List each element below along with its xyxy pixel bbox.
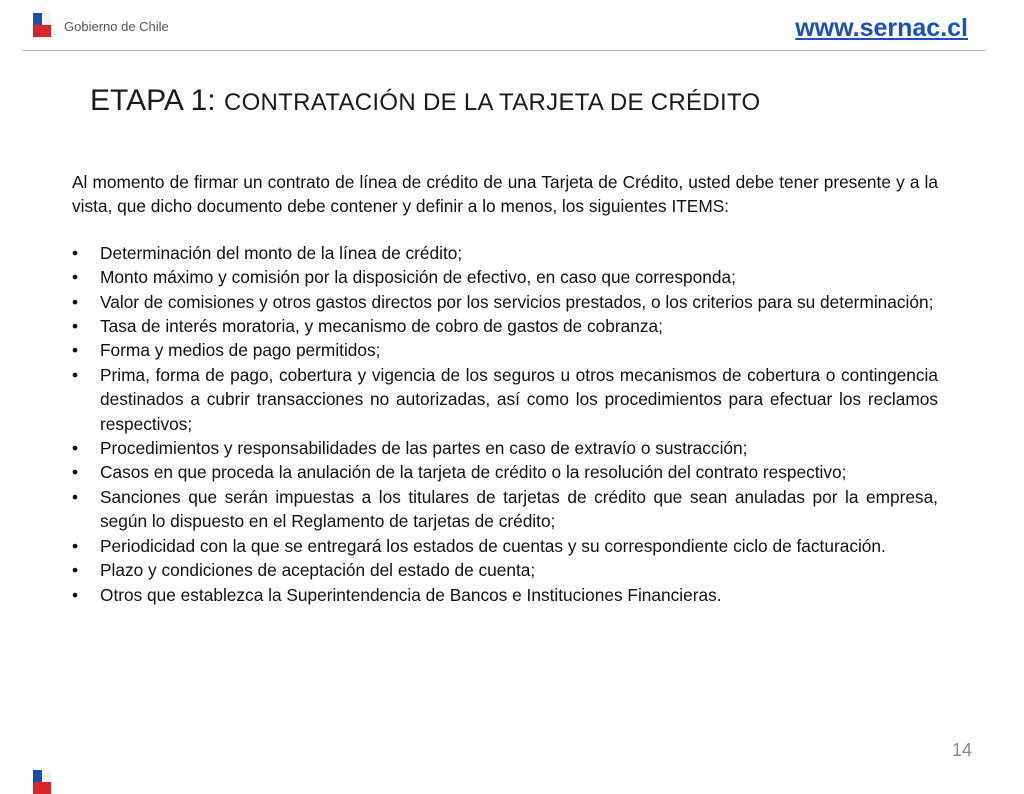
list-item — [72, 436, 938, 460]
bullet: • — [72, 462, 79, 483]
bullet: • — [72, 535, 79, 556]
list-item — [72, 314, 938, 338]
list-item — [72, 485, 938, 534]
list-item-text: Periodicidad con la que se entregará los estados de cuentas y su correspondiente ciclo de facturación. — [100, 535, 886, 556]
requirements-list — [72, 241, 938, 607]
list-item-text: Valor de comisiones y otros gastos directos por los servicios prestados, o los criterios para su determinación; — [100, 291, 934, 312]
list-item — [72, 583, 938, 607]
slide-title — [90, 84, 760, 118]
list-item — [72, 290, 938, 314]
bullet: • — [72, 316, 79, 337]
bullet: • — [72, 267, 79, 288]
list-item-text: Monto máximo y comisión por la disposición de efectivo, en caso que corresponda; — [100, 267, 736, 288]
header-divider — [22, 50, 986, 51]
list-item-text: Procedimientos y responsabilidades de las partes en caso de extravío o sustracción; — [100, 438, 748, 459]
bullet: • — [72, 560, 79, 581]
list-item — [72, 241, 938, 265]
list-item — [72, 558, 938, 582]
list-item — [72, 363, 938, 436]
list-item-text: Casos en que proceda la anulación de la tarjeta de crédito o la resolución del contrato respectivo; — [100, 462, 847, 483]
government-label: Gobierno de Chile — [64, 19, 169, 34]
bullet: • — [72, 486, 79, 507]
list-item-text: Forma y medios de pago permitidos; — [100, 340, 381, 361]
list-item-text: Plazo y condiciones de aceptación del estado de cuenta; — [100, 560, 536, 581]
bullet: • — [72, 242, 79, 263]
list-item-text: Otros que establezca la Superintendencia de Bancos e Instituciones Financieras. — [100, 584, 722, 605]
list-item-text: Prima, forma de pago, cobertura y vigencia de los seguros u otros mecanismos de cobertura o contingencia destinados a cubrir transacciones no autorizadas, así como los procedimientos para efectuar los reclamos respectivos; — [100, 364, 938, 434]
list-item-text: Determinación del monto de la línea de crédito; — [100, 242, 463, 263]
bullet: • — [72, 584, 79, 605]
page-number: 14 — [951, 740, 972, 760]
list-item-text: Sanciones que serán impuestas a los titulares de tarjetas de crédito que sean anuladas por la empresa, según lo dispuesto en el Reglamento de tarjetas de crédito; — [100, 486, 938, 532]
chile-flag-icon — [33, 770, 51, 794]
slide-content — [72, 170, 938, 607]
slide-title-prefix: ETAPA 1: — [90, 84, 224, 117]
bullet: • — [72, 340, 79, 361]
bullet: • — [72, 364, 79, 385]
list-item — [72, 534, 938, 558]
bullet: • — [72, 291, 79, 312]
intro-paragraph: Al momento de firmar un contrato de línea de crédito de una Tarjeta de Crédito, usted debe tener presente y a la vista, que dicho documento debe contener y definir a lo menos, los siguientes ITEMS: — [72, 172, 938, 217]
bullet: • — [72, 438, 79, 459]
list-item-text: Tasa de interés moratoria, y mecanismo de cobro de gastos de cobranza; — [100, 316, 663, 337]
sernac-website-link[interactable]: www.sernac.cl — [795, 14, 968, 42]
slide-title-main: CONTRATACIÓN DE LA TARJETA DE CRÉDITO — [223, 89, 761, 116]
list-item — [72, 460, 938, 484]
list-item — [72, 265, 938, 289]
list-item — [72, 338, 938, 362]
chile-flag-icon — [33, 13, 51, 37]
